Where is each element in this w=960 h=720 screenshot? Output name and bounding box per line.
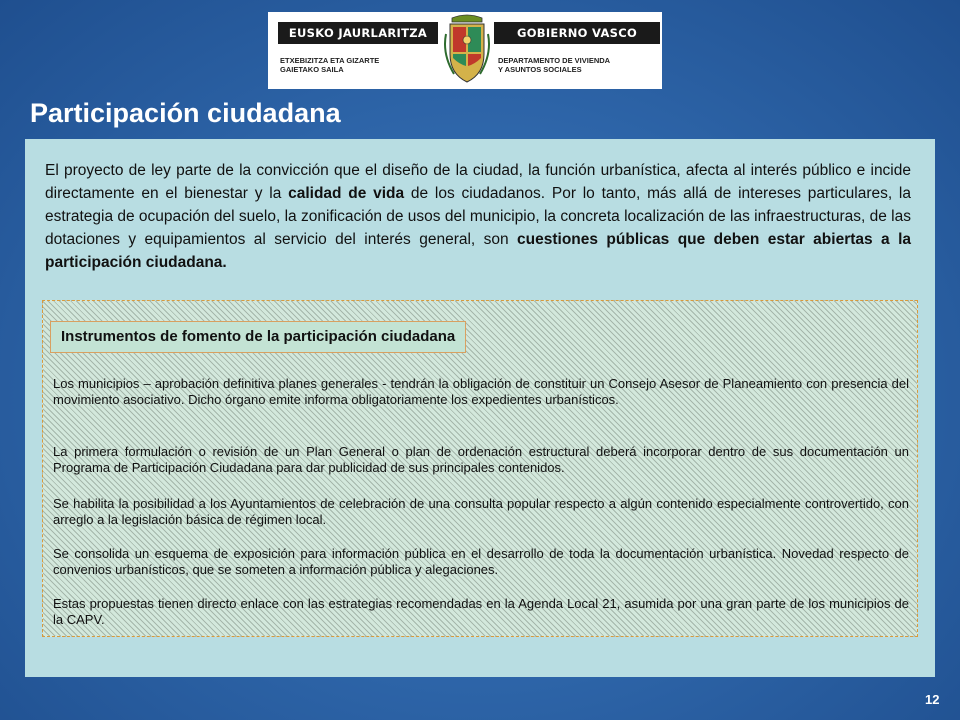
intro-text-2: de los ciudadanos. Por lo tanto, más allá de intereses particulares, la estrategia de ocupación del suelo, la zonificación de usos del municipio, la concreta localización de las infraestructuras, de las dotaciones y equipamientos al servicio del interés general, son — [45, 185, 911, 248]
instruments-title: Instrumentos de fomento de la participación ciudadana — [50, 321, 466, 353]
page-title: Participación ciudadana — [30, 98, 341, 128]
intro-bold-quality-of-life: calidad de vida — [288, 185, 405, 202]
intro-bold-public-issues: cuestiones públicas que deben estar abiertas a la participación ciudadana. — [45, 231, 911, 271]
logo-spanish-name: GOBIERNO VASCO — [494, 22, 660, 44]
instruments-box — [42, 300, 918, 637]
intro-text-1: El proyecto de ley parte de la convicción que el diseño de la ciudad, la función urbanística, afecta al interés público e incide directamente en el bienestar y la — [45, 162, 911, 202]
instrument-paragraph: La primera formulación o revisión de un Plan General o plan de ordenación estructural deberá incorporar dentro de sus documentación un Programa de Participación Ciudadana para dar publicidad de sus principales contenidos. — [53, 444, 909, 475]
intro-paragraph — [45, 159, 911, 274]
logo-basque-name: EUSKO JAURLARITZA — [278, 22, 438, 44]
instrument-paragraph: Estas propuestas tienen directo enlace con las estrategias recomendadas en la Agenda Local 21, asumida por una gran parte de los municipios de la CAPV. — [53, 596, 909, 627]
content-panel — [25, 139, 935, 677]
page-number: 12 — [925, 692, 940, 707]
coat-of-arms-icon — [444, 14, 490, 86]
government-logo — [268, 12, 662, 89]
instrument-paragraph: Los municipios – aprobación definitiva planes generales - tendrán la obligación de constituir un Consejo Asesor de Planeamiento con presencia del movimiento asociativo. Dicho órgano emite informa obligatoriamente los expedientes urbanísticos. — [53, 376, 909, 407]
instrument-paragraph: Se consolida un esquema de exposición para información pública en el desarrollo de toda la documentación urbanística. Novedad respecto de convenios urbanísticos, que se someten a información pública y alegaciones. — [53, 546, 909, 577]
logo-department-spanish: DEPARTAMENTO DE VIVIENDA Y ASUNTOS SOCIALES — [498, 56, 611, 74]
instrument-paragraph: Se habilita la posibilidad a los Ayuntamientos de celebración de una consulta popular respecto a algún contenido especialmente controvertido, con arreglo a la legislación básica de régimen local. — [53, 496, 909, 527]
logo-department-basque: ETXEBIZITZA ETA GIZARTE GAIETAKO SAILA — [280, 56, 380, 74]
